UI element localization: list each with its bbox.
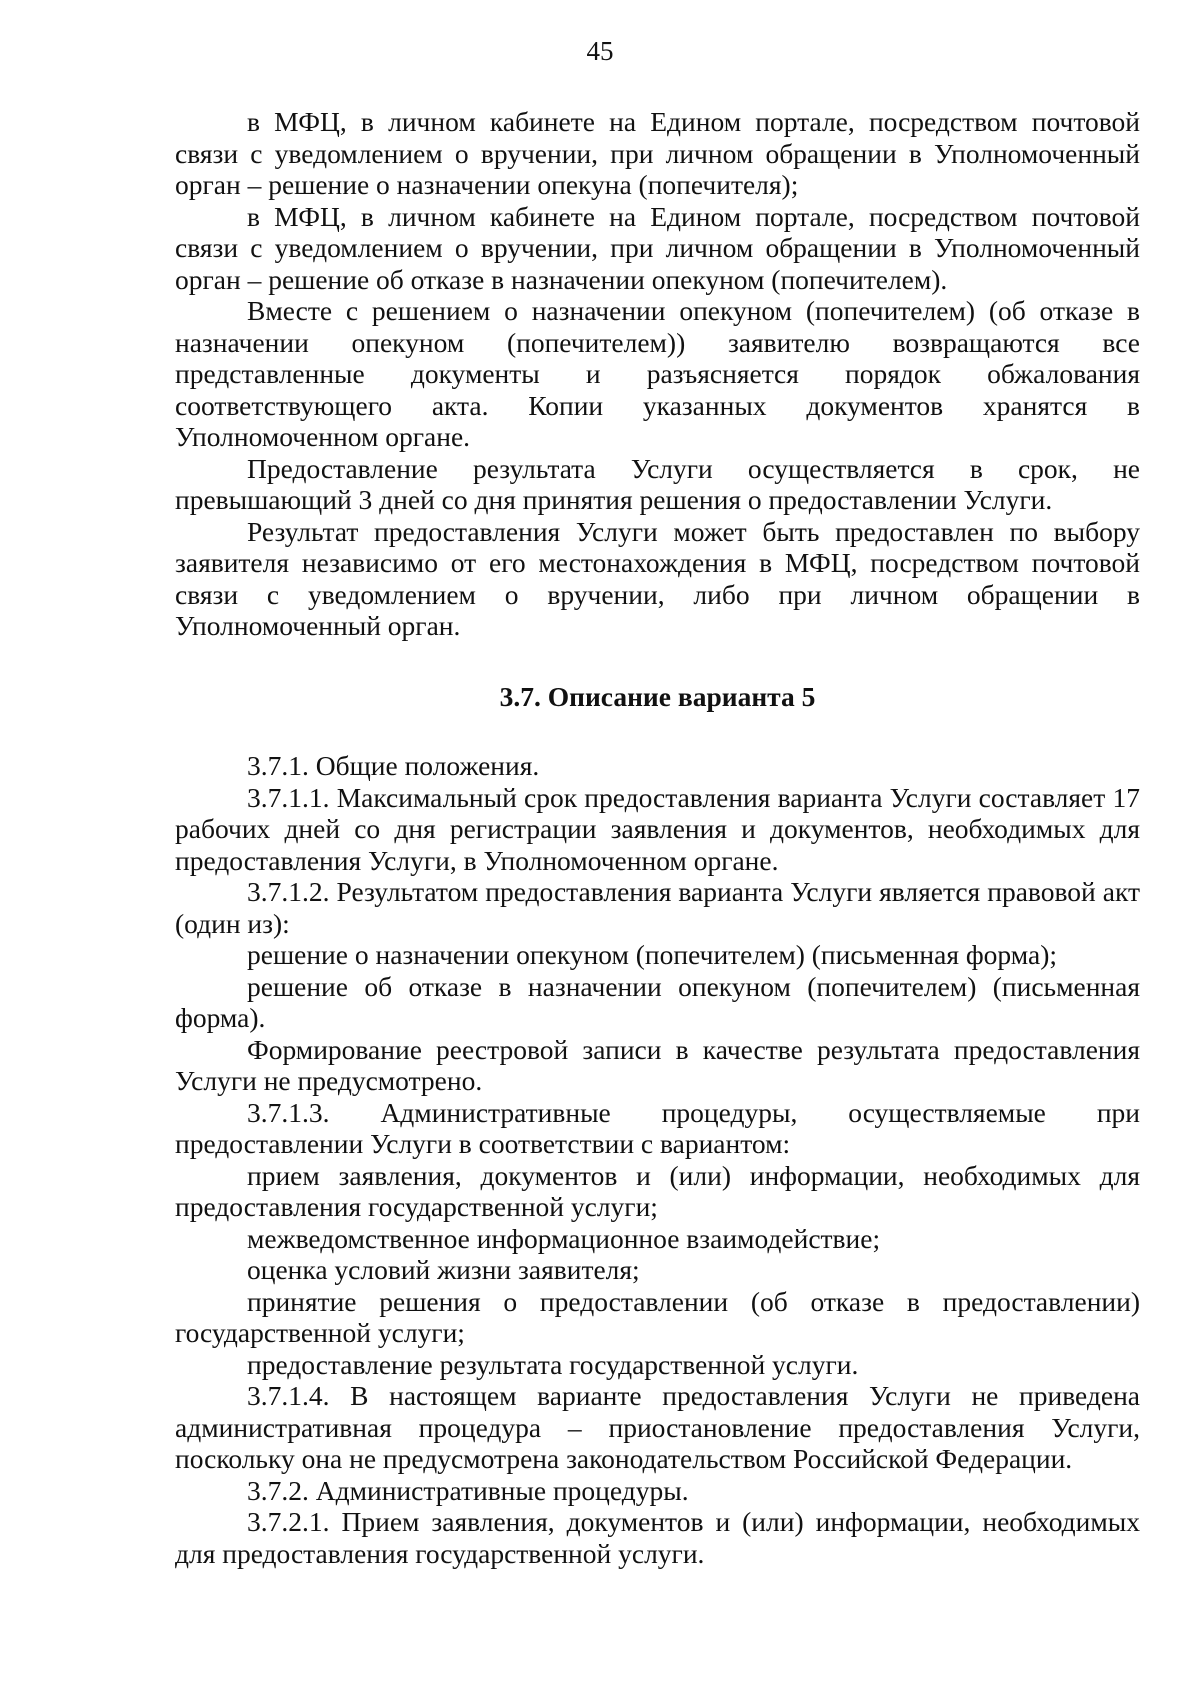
paragraph: в МФЦ, в личном кабинете на Едином портале, посредством почтовой связи с уведомлением о вручении, при личном обращении в Уполномоченный орган – решение об отказе в назначении опекуном (попечителем).: [175, 200, 1140, 295]
list-item: прием заявления, документов и (или) информации, необходимых для предоставления государственной услуги;: [175, 1159, 1140, 1222]
list-item: решение об отказе в назначении опекуном (попечителем) (письменная форма).: [175, 970, 1140, 1033]
list-item: оценка условий жизни заявителя;: [247, 1254, 640, 1285]
list-item: предоставление результата государственной услуги.: [247, 1348, 859, 1380]
section-heading: 3.7. Описание варианта 5: [499, 680, 816, 712]
page-number: 45: [586, 36, 614, 66]
paragraph: 3.7.2.1. Прием заявления, документов и (или) информации, необходимых для предоставления государственной услуги.: [175, 1506, 1140, 1569]
paragraph: 3.7.1.3. Административные процедуры, осуществляемые при предоставлении Услуги в соответствии с вариантом:: [175, 1096, 1140, 1159]
paragraph: Формирование реестровой записи в качестве результата предоставления Услуги не предусмотрено.: [175, 1033, 1140, 1096]
document-body: [175, 106, 1140, 1569]
paragraph: 3.7.1.4. В настоящем варианте предоставления Услуги не приведена административная процедура – приостановление предоставления Услуги, поскольку она не предусмотрена законодательством Российской Федерации.: [175, 1380, 1140, 1474]
list-item: принятие решения о предоставлении (об отказе в предоставлении) государственной услуги;: [175, 1285, 1140, 1348]
paragraph: Предоставление результата Услуги осуществляется в срок, не превышающий 3 дней со дня принятия решения о предоставлении Услуги.: [175, 452, 1140, 515]
paragraph: Вместе с решением о назначении опекуном (попечителем) (об отказе в назначении опекуном (попечителем)) заявителю возвращаются все представленные документы и разъясняется порядок обжалования соответствующего акта. Копии указанных документов хранятся в Уполномоченном органе.: [175, 295, 1140, 452]
paragraph: 3.7.2. Административные процедуры.: [247, 1474, 689, 1506]
paragraph: в МФЦ, в личном кабинете на Едином портале, посредством почтовой связи с уведомлением о вручении, при личном обращении в Уполномоченный орган – решение о назначении опекуна (попечителя);: [175, 106, 1140, 200]
paragraph: 3.7.1.1. Максимальный срок предоставления варианта Услуги составляет 17 рабочих дней со дня регистрации заявления и документов, необходимых для предоставления Услуги, в Уполномоченном органе.: [175, 781, 1140, 876]
list-item: решение о назначении опекуном (попечителем) (письменная форма);: [247, 939, 1057, 970]
paragraph: 3.7.1. Общие положения.: [247, 750, 540, 781]
list-item: межведомственное информационное взаимодействие;: [247, 1222, 881, 1254]
paragraph: 3.7.1.2. Результатом предоставления варианта Услуги является правовой акт (один из):: [175, 876, 1140, 939]
paragraph: Результат предоставления Услуги может быть предоставлен по выбору заявителя независимо от его местонахождения в МФЦ, посредством почтовой связи с уведомлением о вручении, либо при личном обращении в Уполномоченный орган.: [175, 515, 1140, 641]
